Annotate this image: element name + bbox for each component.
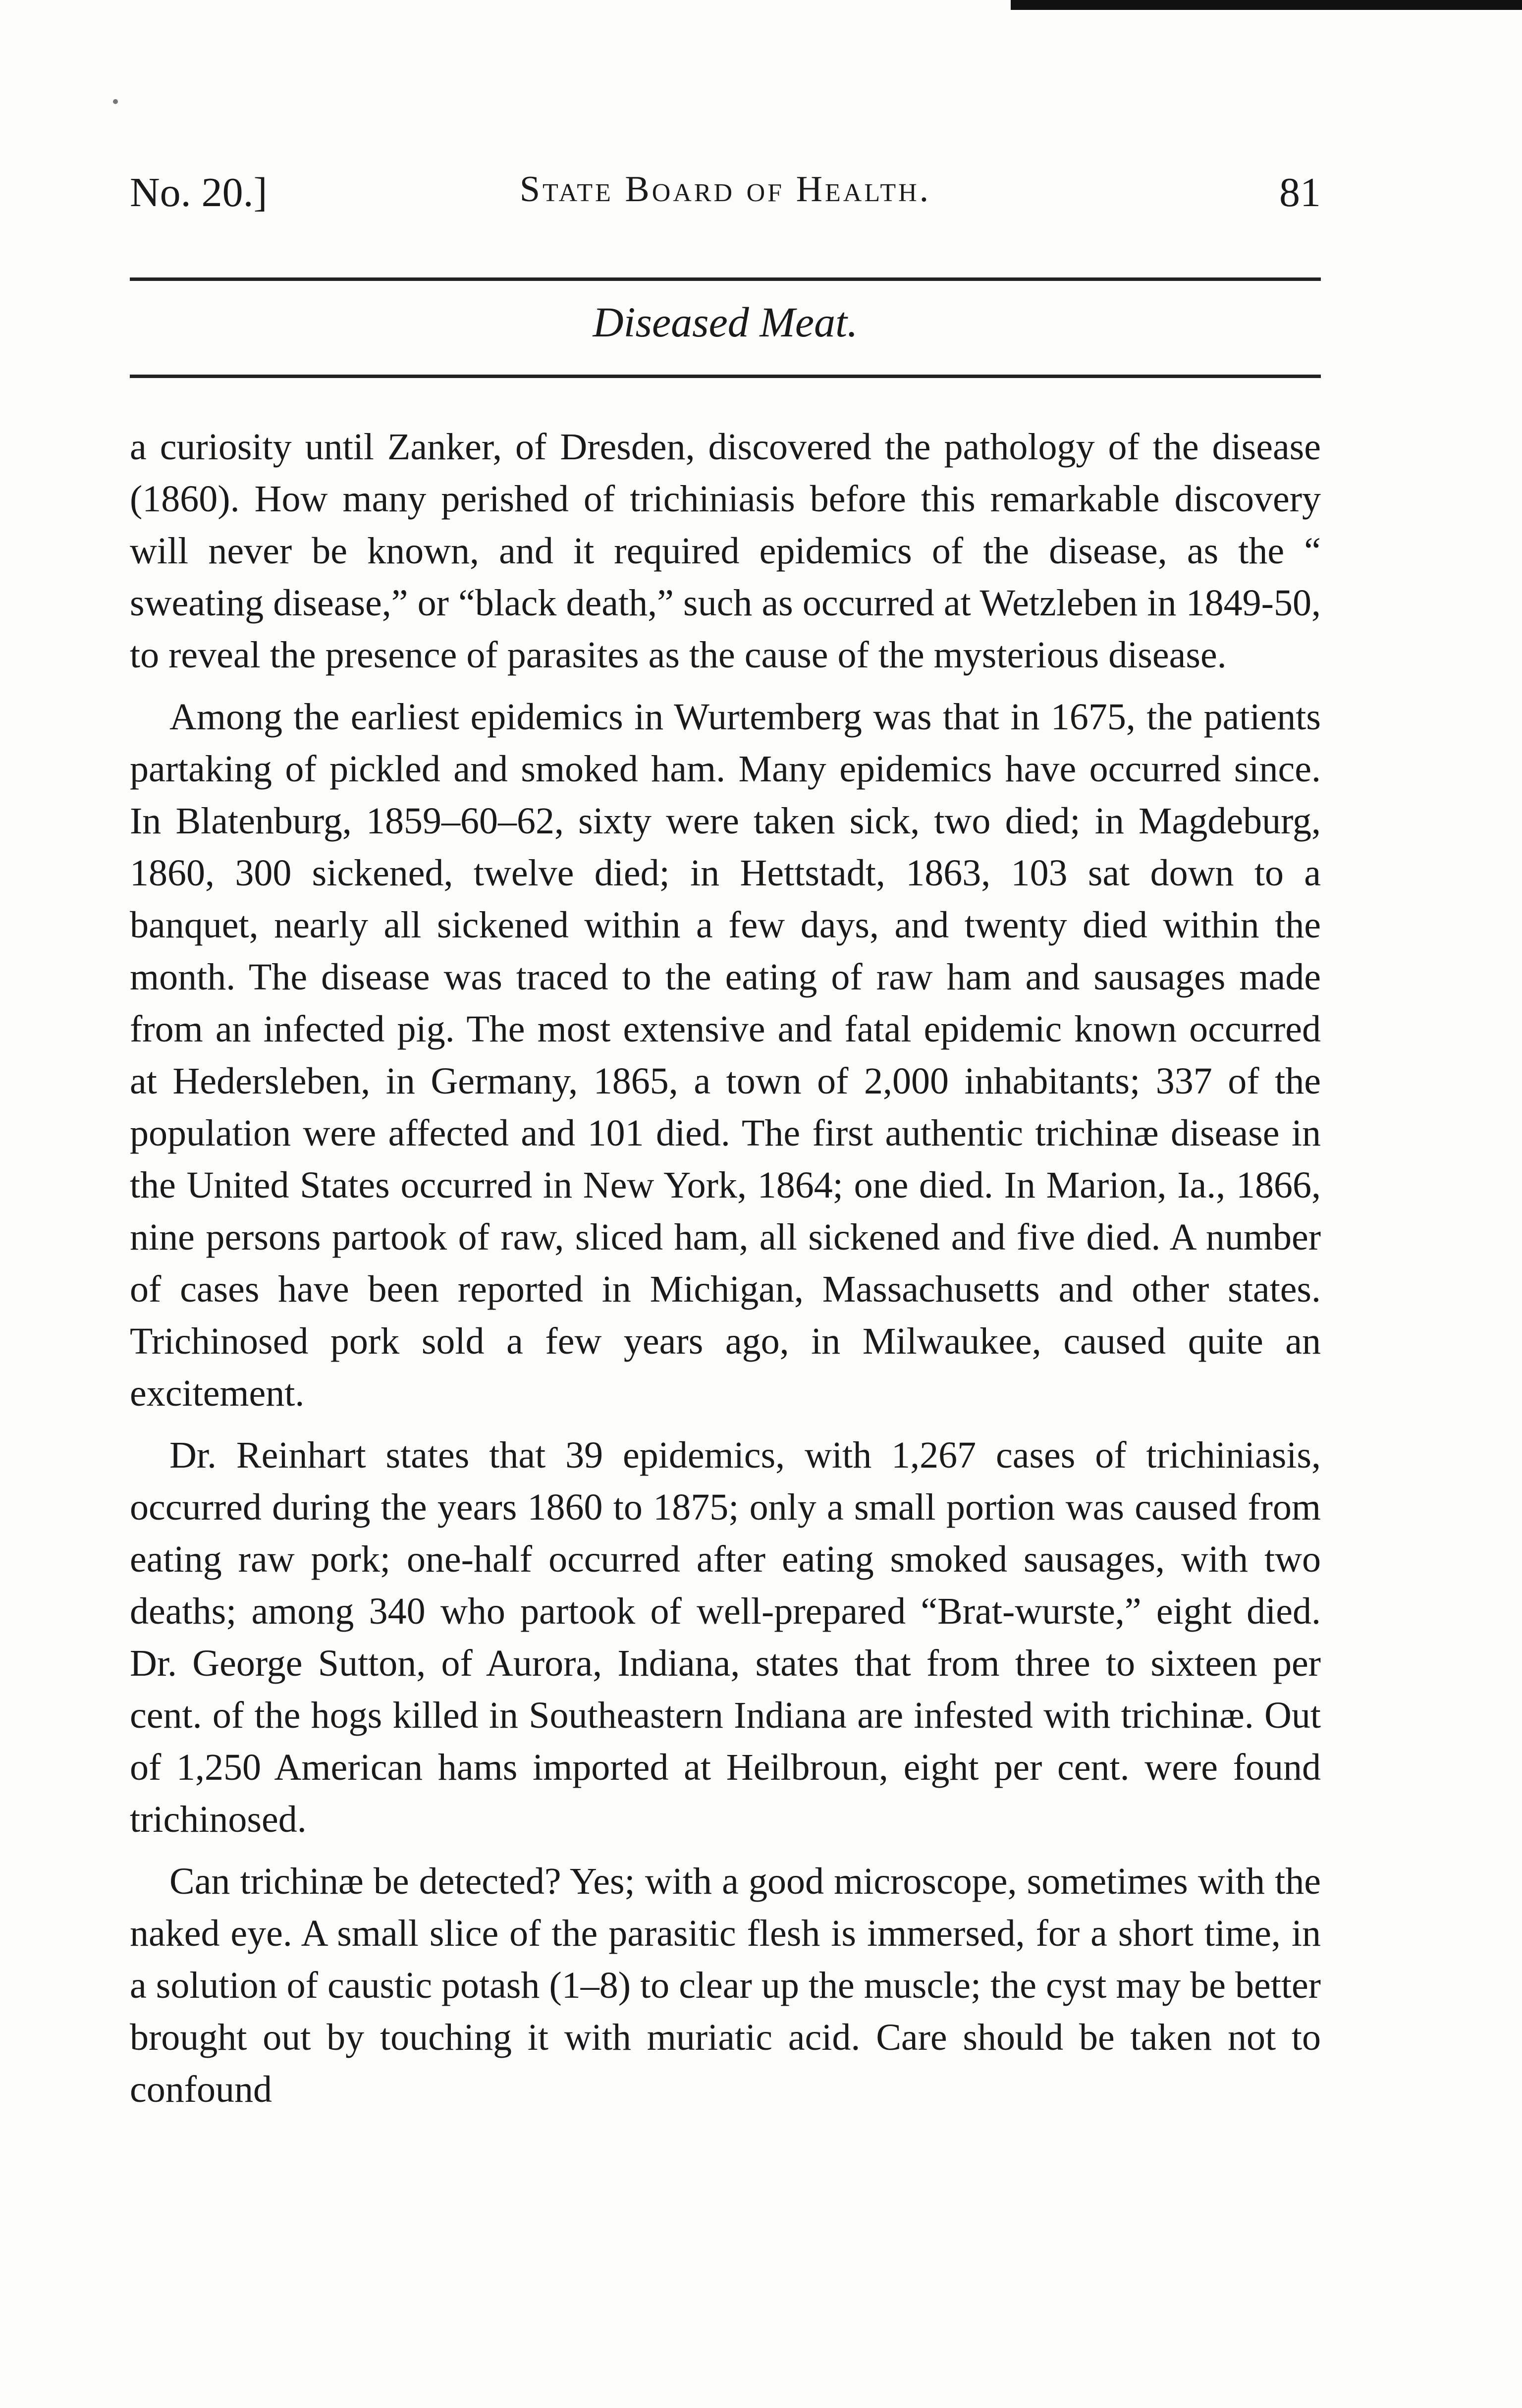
paragraph: a curiosity until Zanker, of Dresden, discovered the pathology of the disease (1860). How many perished of trichiniasis before this remarkable discovery will never be known, and it required epidemics of the disease, as the “ sweating disease,” or “black death,” such as occurred at Wetzleben in 1849-50, to reveal the presence of parasites as the cause of the mysterious disease.	[130, 426, 1321, 676]
page-number: 81	[1279, 169, 1321, 216]
section-rule	[130, 375, 1321, 378]
running-header	[130, 168, 1321, 233]
scan-speck	[113, 99, 118, 104]
section-title: Diseased Meat.	[593, 298, 858, 346]
body-text	[130, 421, 1321, 2126]
scan-edge-mark	[1011, 0, 1522, 10]
paragraph: Dr. Reinhart states that 39 epidemics, with 1,267 cases of trichiniasis, occurred during the years 1860 to 1875; only a small portion was caused from eating raw pork; one-half occurred after eating smoked sausages, with two deaths; among 340 who partook of well-prepared “Brat-wurste,” eight died. Dr. George Sutton, of Aurora, Indiana, states that from three to sixteen per cent. of the hogs killed in Southeastern Indiana are infested with trichinæ. Out of 1,250 American hams imported at Heilbroun, eight per cent. were found trichinosed.	[130, 1434, 1321, 1840]
header-rule	[130, 277, 1321, 281]
running-title: State Board of Health.	[519, 169, 931, 210]
document-number: No. 20.]	[130, 169, 268, 216]
paragraph: Can trichinæ be detected? Yes; with a good microscope, sometimes with the naked eye. A small slice of the parasitic flesh is immersed, for a short time, in a solution of caustic potash (1–8) to clear up the muscle; the cyst may be better brought out by touching it with muriatic acid. Care should be taken not to confound	[130, 1861, 1321, 2110]
paragraph: Among the earliest epidemics in Wurtemberg was that in 1675, the patients partaking of pickled and smoked ham. Many epidemics have occurred since. In Blatenburg, 1859–60–62, sixty were taken sick, two died; in Magdeburg, 1860, 300 sickened, twelve died; in Hettstadt, 1863, 103 sat down to a banquet, nearly all sickened within a few days, and twenty died within the month. The disease was traced to the eating of raw ham and sausages made from an infected pig. The most extensive and fatal epidemic known occurred at Hedersleben, in Germany, 1865, a town of 2,000 inhabitants; 337 of the population were affected and 101 died. The first authentic trichinæ disease in the United States occurred in New York, 1864; one died. In Marion, Ia., 1866, nine persons partook of raw, sliced ham, all sickened and five died. A number of cases have been reported in Michigan, Massachusetts and other states. Trichinosed pork sold a few years ago, in Milwaukee, caused quite an excitement.	[130, 696, 1321, 1414]
